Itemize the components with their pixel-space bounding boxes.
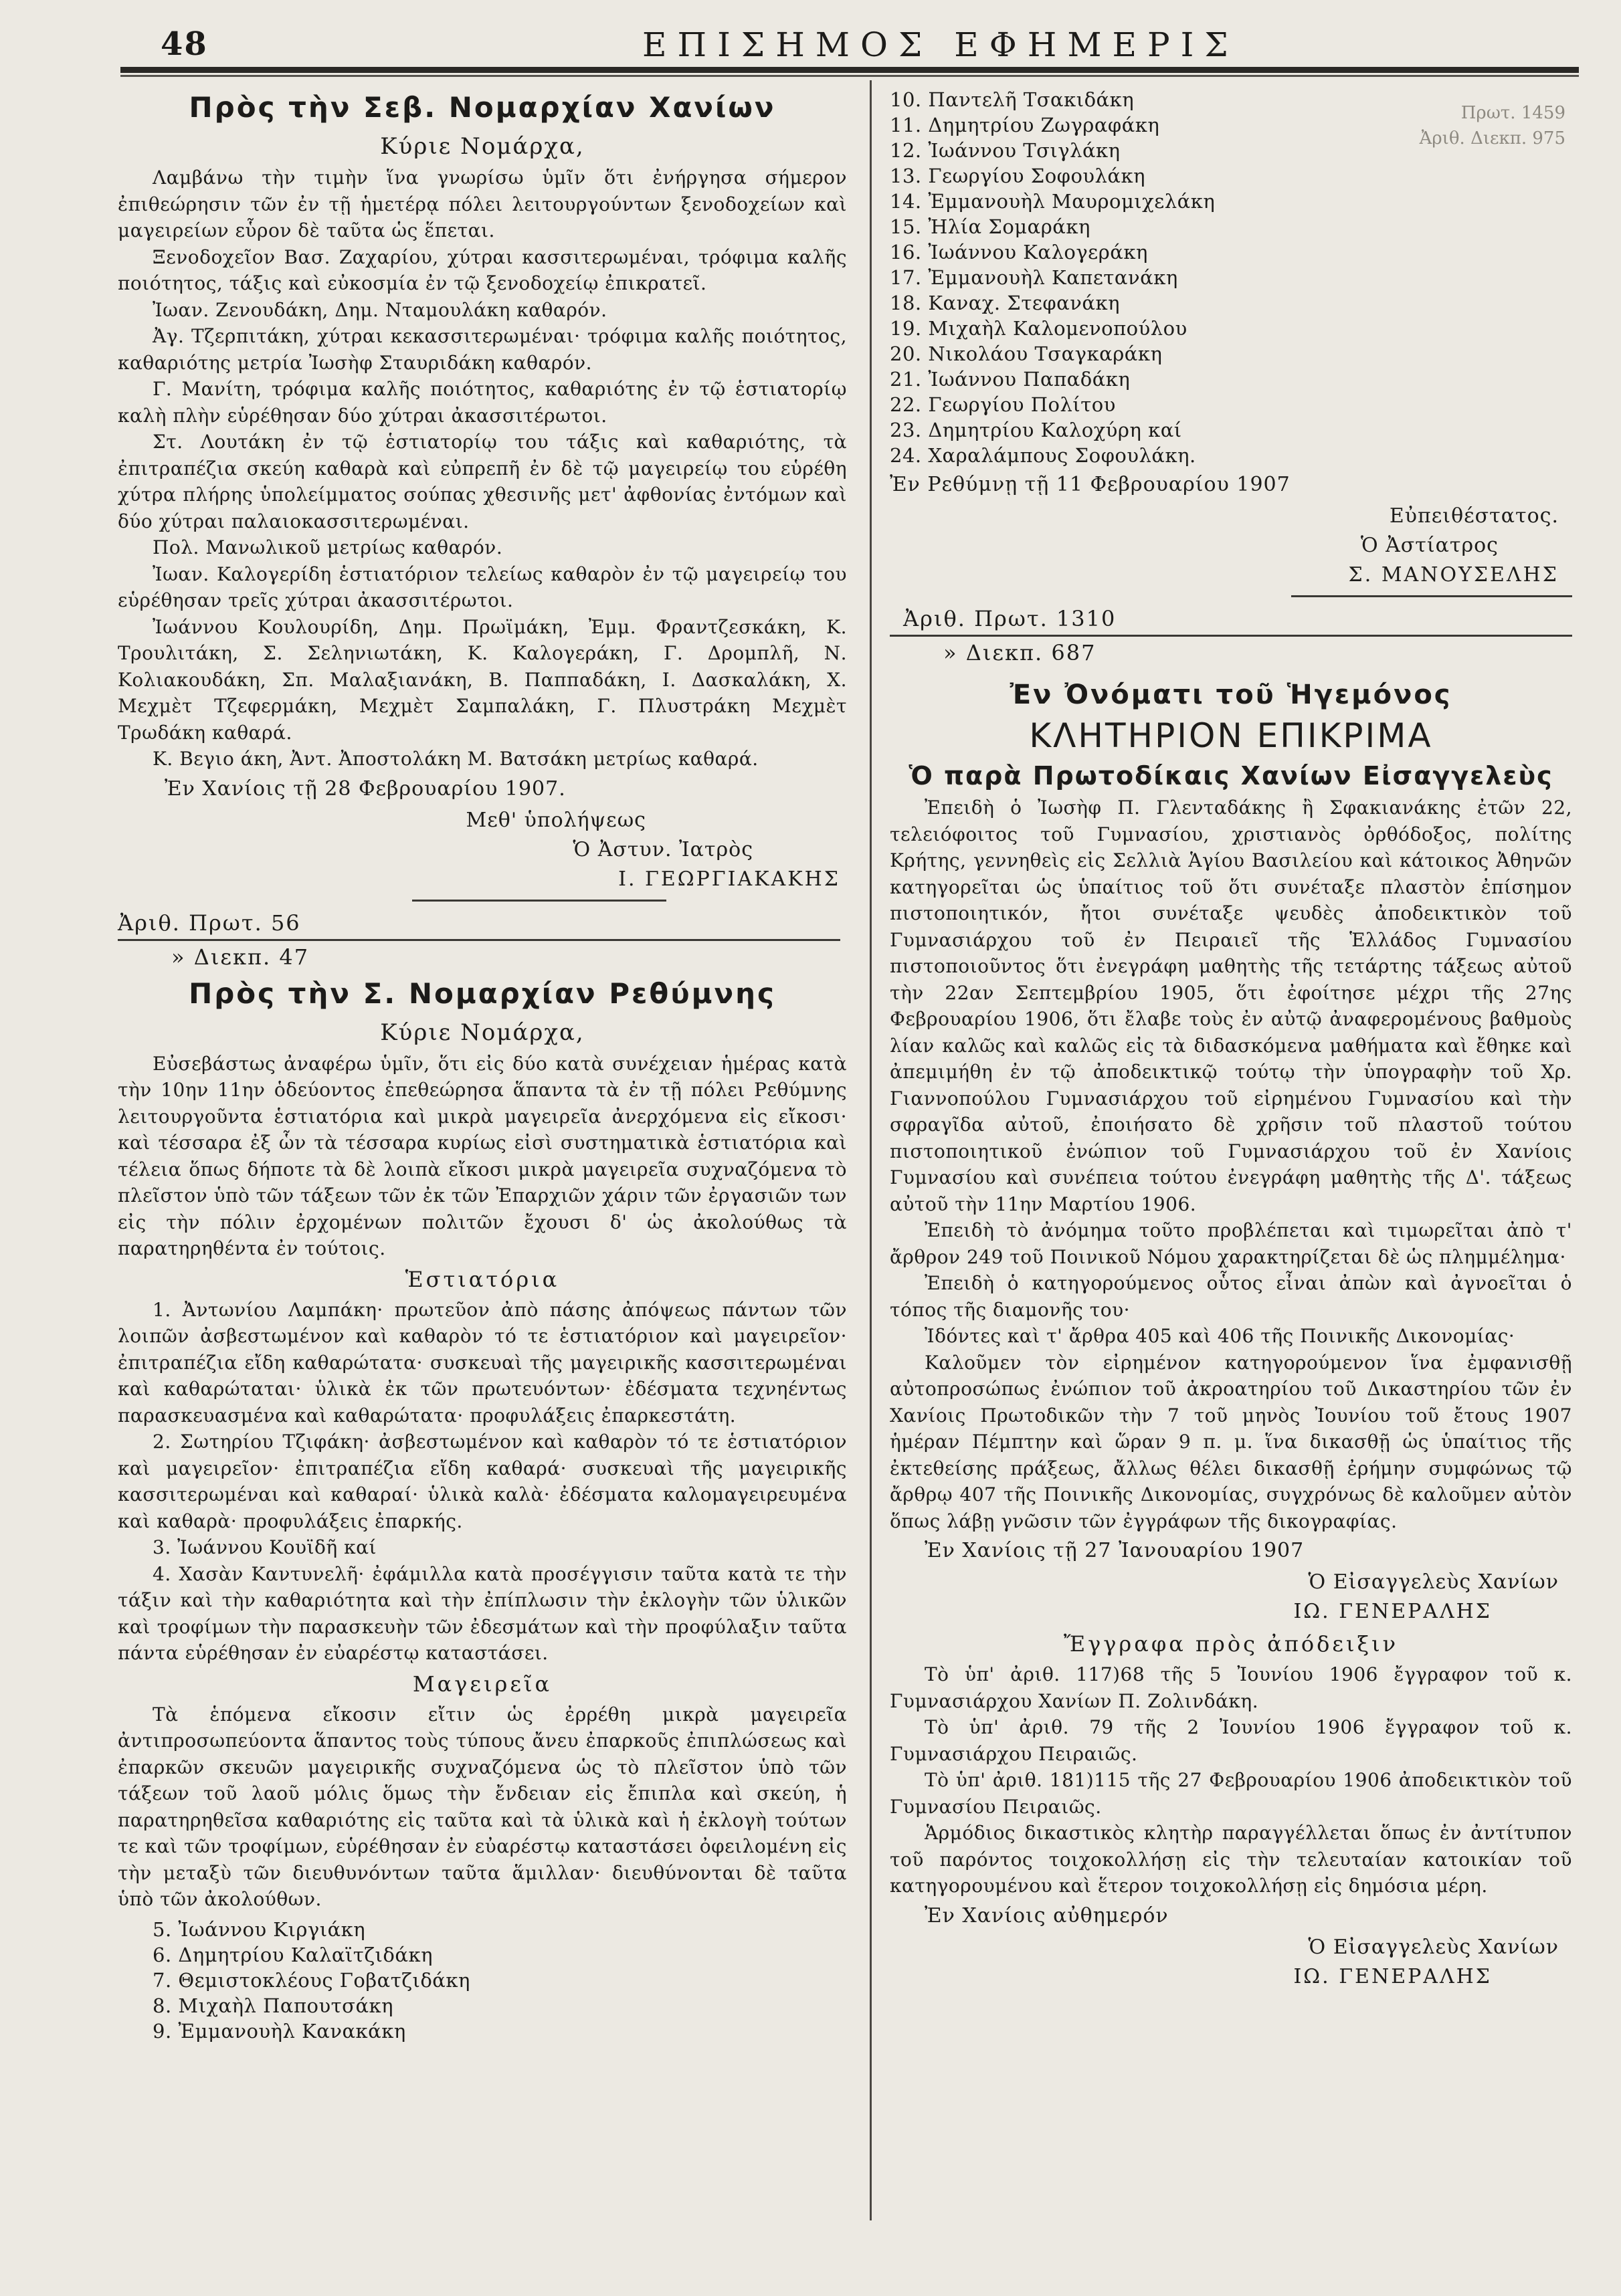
signer-office: Ὁ Ἀστυν. Ἰατρὸς [573,837,753,861]
date-line: Ἐν Χανίοις αὐθημερόν [925,1903,1169,1927]
paragraph: Στ. Λουτάκη ἐν τῷ ἑστιατορίῳ του τάξις καὶ καθαριότης, τὰ ἐπιτραπέζια σκεύη καθαρὰ καὶ εὐπρεπῆ ἐν δὲ τῷ μαγειρείῳ του εὑρέθη χύτρα πλήρης ὑπολείμματος σούπας χθεσινῆς μετ' ἀφθονίας ἐντόμων καὶ δύο χύτραι παλαιοκασσιτερωμέναι. [118,431,847,532]
list-item: 18. Καναχ. Στεφανάκη [890,292,1120,314]
date-line: Ἐν Χανίοις τῇ 27 Ἰανουαρίου 1907 [925,1539,1305,1562]
paragraph: Ἰωαν. Ζενουδάκη, Δημ. Νταμουλάκη καθαρόν. [153,298,607,321]
list-item: 10. Παντελῆ Τσακιδάκη [890,88,1135,111]
salutation: Κύριε Νομάρχα, [380,133,585,160]
paragraph: Ἀγ. Τζερπιτάκη, χύτραι κεκασσιτερωμέναι· τρόφιμα καλῆς ποιότητος, καθαριότης μετρία Ἰωσὴφ Σταυριδάκη καθαρόν. [118,325,847,374]
paragraph: Καλοῦμεν τὸν εἰρημένον κατηγορούμενον ἵνα ἐμφανισθῇ αὐτοπροσώπως ἐνώπιον τοῦ ἀκροατηρίου τοῦ Δικαστηρίου τῶν ἐν Χανίοις Πρωτοδικῶν τὴν 7 τοῦ μηνὸς Ἰουνίου τοῦ ἔτους 1907 ἡμέραν Πέμπτην καὶ ὥραν 9 π. μ. ἵνα δικασθῇ ὡς ὑπαίτιος τῆς ἐκτεθείσης πράξεως, ἄλλως θέλει δικασθῇ ἐρήμην συμφώνως τῷ ἄρθρῳ 407 τῆς Ποινικῆς Δικονομίας, συγχρόνως δὲ καλοῦμεν αὐτὸν ὅπως λάβῃ γνῶσιν τῶν ἐγγράφων τῆς δικογραφίας. [890,1351,1572,1532]
salutation: Κύριε Νομάρχα, [380,1019,585,1046]
paragraph: Τὰ ἑπόμενα εἴκοσιν εἴτιν ὡς ἐρρέθη μικρὰ μαγειρεῖα ἀντιπροσωπεύοντα ἅπαντος τοὺς τύπους ἄνευ ἐπαρκοῦς ἐπιπλώσεως καὶ ἐπαρκῶν σκευῶν μαγειρικῆς συχναζόμενα ὡς τὸ πλεῖστον ὑπὸ τῶν τάξεων τοῦ λαοῦ μόλις ὅμως τὴν ἔνδειαν εἰς ἔπιπλα καὶ σκεύη, ἡ παρατηρηθεῖσα καθαριότης εἰς ταῦτα καὶ τὰ ὑλικὰ καὶ ἡ ἐκλογὴ τούτων τε καὶ τῶν τροφίμων, εὑρέθησαν ἐν εὐαρέστῳ καταστάσει ὀφειλομένη εἰς τὴν μεταξὺ τῶν διευθυνόντων ταῦτα ἅμιλλαν· διευθύνονται δὲ ταῦτα ὑπὸ τῶν ἀκολούθων. [118,1703,847,1910]
list-item: 1. Ἀντωνίου Λαμπάκη· πρωτεῦον ἀπὸ πάσης ἀπόψεως πάντων τῶν λοιπῶν ἀσβεστωμένον καὶ καθαρὸν τό τε ἑστιατόριον καὶ μαγειρεῖον· ἐπιτραπέζια εἴδη καθαρώτατα· συσκευαὶ τῆς μαγειρικῆς κασσιτερωμέναι καὶ καθαρώταται· ὑλικὰ ἐκ τῶν πρωτευόντων· ἐδέσματα τεχνηέντως παρασκευασμένα καὶ καθαρώτατα· προφυλάξεις ἐπαρκεστάτη. [118,1298,847,1427]
signer-name: ΙΩ. ΓΕΝΕΡΑΛΗΣ [1293,1964,1492,1988]
stamp-line-1: Πρωτ. 1459 [1460,103,1565,123]
paragraph: Ξενοδοχεῖον Βασ. Ζαχαρίου, χύτραι κασσιτερωμέναι, τρόφιμα καλῆς ποιότητος, τάξις καὶ εὐκοσμία ἐν τῷ ξενοδοχείῳ ἐπικρατεῖ. [118,245,847,294]
signer-office: Ὁ Εἰσαγγελεὺς Χανίων [1308,1935,1559,1959]
separator [1291,595,1572,597]
list-item: 4. Χασὰν Καντυνελῆ· ἐφάμιλλα κατὰ προσέγγισιν ταῦτα κατὰ τε τὴν τάξιν καὶ τὴν καθαριότητα καὶ τὴν ἐπίπλωσιν τὴν ἐκλογὴν τῶν ὑλικῶν καὶ τροφίμων τὴν παρασκευὴν τῶν ἐδεσμάτων καὶ τὴν προφύλαξιν ταῦτα πάντα εὑρέθησαν ἐν εὐαρέστῳ καταστάσει. [118,1562,847,1664]
page-number: 48 [161,25,208,63]
paragraph: Ἰδόντες καὶ τ' ἄρθρα 405 καὶ 406 τῆς Ποινικῆς Δικονομίας· [925,1325,1515,1347]
left-column [118,87,847,2044]
list-item: 19. Μιχαὴλ Καλομενοπούλου [890,317,1187,340]
document-item: Τὸ ὑπ' ἀριθ. 181)115 τῆς 27 Φεβρουαρίου 1906 ἀποδεικτικὸν τοῦ Γυμνασίου Πειραιῶς. [890,1769,1572,1818]
paragraph: Ἐπειδὴ ὁ Ἰωσὴφ Π. Γλενταδάκης ἢ Σφακιανάκης ἐτῶν 22, τελειόφοιτος τοῦ Γυμνασίου, χριστιανὸς ὀρθόδοξος, πολίτης Κρήτης, γεννηθεὶς εἰς Σελλιὰ Ἁγίου Βασιλείου καὶ κάτοικος Ἀθηνῶν κατηγορεῖται ὡς ὑπαίτιος τοῦ ὅτι συνέταξε πλαστὸν ἐπίσημον πιστοποιητικόν, ἤτοι συνέταξε ψευδὲς ἀποδεικτικὸν τοῦ Γυμνασιάρχου τοῦ ἐν Πειραιεῖ τῆς Ἑλλάδος Γυμνασίου πιστοποιοῦντος ὅτι ἐνεγράφη μαθητὴς τῆς τετάρτης τάξεως αὐτοῦ τὴν 22αν Σεπτεμβρίου 1905, ὅτι ἐφοίτησε μέχρι τῆς 27ης Φεβρουαρίου 1906, ὅτι ἔλαβε τοὺς ἐν αὐτῷ ἀναφερομένους βαθμοὺς λίαν καλῶς καὶ καλῶς εἰς τὰ διδασκόμενα μαθήματα καὶ ἔθηκε καὶ ἀπεμιμήθη ἐν τῷ ἀποδεικτικῷ τούτῳ τὴν ὑπογραφὴν τοῦ Χρ. Γιαννοπούλου Γυμνασιάρχου τοῦ εἰρημένου Γυμνασίου καὶ τὴν σφραγῖδα αὐτοῦ, ἐποιήσατο δὲ χρῆσιν τοῦ πλαστοῦ τούτου πιστοποιητικοῦ ἐνώπιον τοῦ Γυμνασιάρχου τοῦ ἐν Χανίοις Γυμνασίου καὶ συνέπεια τούτου ἐνεγράφη μαθητὴς τῆς Δ'. τάξεως αὐτοῦ τὴν 11ην Μαρτίου 1906. [890,797,1572,1215]
document-item: Τὸ ὑπ' ἀριθ. 117)68 τῆς 5 Ἰουνίου 1906 ἔγγραφον τοῦ κ. Γυμνασιάρχου Χανίων Π. Ζολινδάκη. [890,1663,1572,1712]
list-item: 13. Γεωργίου Σοφουλάκη [890,165,1146,187]
page-header [120,20,1579,74]
list-item: 17. Ἐμμανουὴλ Καπετανάκη [890,266,1178,289]
list-item: 24. Χαραλάμπους Σοφουλάκη. [890,444,1196,467]
signer-name: Σ. ΜΑΝΟΥΣΕΛΗΣ [1348,563,1559,587]
paragraph: Πολ. Μανωλικοῦ μετρίως καθαρόν. [153,536,503,558]
names-list [118,1917,847,2044]
subheading: Ἑστιατόρια [405,1266,560,1292]
list-item: 21. Ἰωάννου Παπαδάκη [890,368,1131,391]
date-line: Ἐν Χανίοις τῇ 28 Φεβρουαρίου 1907. [165,776,566,801]
header-rule-thin [120,75,1579,77]
column-divider [870,80,872,2220]
document-subtitle: Ὁ παρὰ Πρωτοδίκαις Χανίων Εἰσαγγελεὺς [909,761,1553,791]
right-column [890,87,1572,1992]
list-item: 8. Μιχαὴλ Παπουτσάκη [153,1994,394,2017]
paragraph: Ἰωάννου Κουλουρίδη, Δημ. Πρωϊμάκη, Ἐμμ. Φραντζεσκάκη, Κ. Τρουλιτάκη, Σ. Σεληνιωτάκη, Κ. Καλογεράκη, Γ. Δρομπλῆ, Ν. Κολιακουδάκη, Σπ. Μαλαξιανάκη, Β. Παππαδάκη, Ι. Δασκαλάκη, Χ. Μεχμὲτ Τζεφερμάκη, Μεχμὲτ Σαμπαλάκη, Γ. Πλυστράκη Μεχμὲτ Τρωδάκη καθαρά. [118,615,847,744]
signer-name: Ι. ΓΕΩΡΓΙΑΚΑΚΗΣ [618,867,840,891]
header-rule [120,67,1579,73]
section-heading: Πρὸς τὴν Σ. Νομαρχίαν Ρεθύμνης [189,976,776,1010]
gazette-title: ΕΠΙΣΗΜΟΣ ΕΦΗΜΕΡΙΣ [642,25,1239,64]
subheading: Ἔγγραφα πρὸς ἀπόδειξιν [1063,1631,1399,1657]
paragraph: Λαμβάνω τὴν τιμὴν ἵνα γνωρίσω ὑμῖν ὅτι ἐνήργησα σήμερον ἐπιθεώρησιν τῶν ἐν τῇ ἡμετέρᾳ πόλει λειτουργούντων ξενοδοχείων καὶ μαγειρείων εὗρον δὲ ταῦτα ὡς ἕπεται. [118,167,847,241]
list-item: 20. Νικολάου Τσαγκαράκη [890,342,1163,365]
paragraph: Εὐσεβάστως ἀναφέρω ὑμῖν, ὅτι εἰς δύο κατὰ συνέχειαν ἡμέρας κατὰ τὴν 10ην 11ην ὁδεύοντος ἐπεθεώρησα ἅπαντα τὰ ἐν τῇ πόλει Ρεθύμνης λειτουργοῦντα ἑστιατόρια καὶ μικρὰ μαγειρεῖα ἀνερχόμενα εἰς εἴκοσι· καὶ τέσσαρα ἐξ ὧν τὰ τέσσαρα κυρίως εἰσὶ συστηματικὰ ἑστιατόρια καὶ τέλεια ὅπως δήποτε τὰ δὲ λοιπὰ εἴκοσι μικρὰ μαγειρεῖα συχναζόμενα τὸ πλεῖστον ὑπὸ τῶν τάξεων τῶν ἐκ τῶν Ἐπαρχιῶν χάριν τῶν ἐργασιῶν των εἰς τὴν πόλιν ἐρχομένων πολιτῶν ἔχουσι δ' ὡς ἀκολούθως τὰ παρατηρηθέντα ἐν τούτοις. [118,1052,847,1259]
list-item: 12. Ἰωάννου Τσιγλάκη [890,139,1121,162]
protocol-number: Ἀριθ. Πρωτ. 1310 [903,606,1117,631]
section-heading: Πρὸς τὴν Σεβ. Νομαρχίαν Χανίων [189,91,776,124]
paragraph: Ἐπειδὴ τὸ ἀνόμημα τοῦτο προβλέπεται καὶ τιμωρεῖται ἀπὸ τ' ἄρθρον 249 τοῦ Ποινικοῦ Νόμου χαρακτηρίζεται δὲ ὡς πλημμέλημα· [890,1219,1572,1268]
chania-report [118,87,847,973]
document-item: Ἁρμόδιος δικαστικὸς κλητὴρ παραγγέλλεται ὅπως ἐν ἀντίτυπον τοῦ παρόντος τοιχοκολλήσῃ εἰς τὴν τελευταίαν κατοικίαν τοῦ κατηγορουμένου καὶ ἕτερον τοιχοκολλήσῃ εἰς δημόσια μέρη. [890,1822,1572,1897]
list-item: 15. Ἠλία Σομαράκη [890,215,1090,238]
list-item: 9. Ἐμμανουὴλ Κανακάκη [153,2019,406,2043]
document-title: ΚΛΗΤΗΡΙΟΝ ΕΠΙΚΡΙΜΑ [1029,716,1433,755]
stamp-line-2: Ἀριθ. Διεκπ. 975 [1419,128,1565,148]
list-item: 16. Ἰωάννου Καλογεράκη [890,241,1148,264]
list-item: 3. Ἰωάννου Κουϊδῆ καί [153,1536,377,1558]
list-item: 11. Δημητρίου Ζωγραφάκη [890,114,1160,136]
names-list [890,87,1572,468]
signer-office: Ὁ Εἰσαγγελεὺς Χανίων [1308,1570,1559,1594]
document-title: Ἐν Ὀνόματι τοῦ Ἡγεμόνος [1010,680,1452,710]
paragraph: Γ. Μανίτη, τρόφιμα καλῆς ποιότητος, καθαριότης ἐν τῷ ἑστιατορίῳ καλὴ πλὴν εὑρέθησαν δύο χύτραι ἀκασσιτέρωτοι. [118,378,847,427]
signer-name: ΙΩ. ΓΕΝΕΡΑΛΗΣ [1293,1600,1492,1623]
closing: Μεθ' ὑπολήψεως [466,808,646,832]
list-item: 22. Γεωργίου Πολίτου [890,393,1116,416]
list-item: 7. Θεμιστοκλέους Γοβατζιδάκη [153,1968,470,1992]
dispatch-number: » Διεκπ. 687 [943,640,1096,665]
separator [412,900,666,902]
list-item: 6. Δημητρίου Καλαϊτζιδάκη [153,1943,433,1966]
dispatch-number: » Διεκπ. 47 [171,944,310,970]
subheading: Μαγειρεῖα [412,1671,553,1697]
paragraph: Κ. Βεγιο άκη, Ἀντ. Ἀποστολάκη Μ. Βατσάκη μετρίως καθαρά. [153,748,759,770]
rethymno-report [118,973,847,2044]
list-item: 23. Δημητρίου Καλοχύρη καί [890,419,1182,441]
list-item: 5. Ἰωάννου Κιργιάκη [153,1917,366,1941]
closing: Εὐπειθέστατος. [1389,504,1559,528]
protocol-number: Ἀριθ. Πρωτ. 56 [118,910,301,936]
paragraph: Ἰωαν. Καλογερίδη ἑστιατόριον τελείως καθαρὸν ἐν τῷ μαγειρείῳ του εὑρέθησαν τρεῖς χύτραι ἀκασσιτέρωτοι. [118,562,847,611]
document-item: Τὸ ὑπ' ἀριθ. 79 τῆς 2 Ἰουνίου 1906 ἔγγραφον τοῦ κ. Γυμνασιάρχου Πειραιῶς. [890,1716,1572,1765]
date-line: Ἐν Ρεθύμνῃ τῇ 11 Φεβρουαρίου 1907 [890,473,1291,496]
list-item: 2. Σωτηρίου Τζιφάκη· ἀσβεστωμένον καὶ καθαρὸν τό τε ἑστιατόριον καὶ μαγειρεῖον· ἐπιτραπέζια εἴδη καθαρά· συσκευαὶ τῆς μαγειρικῆς κασσιτερωμέναι καὶ καθαραί· ὑλικὰ καλὰ· ἐδέσματα καλομαγειρευμένα καὶ καθαρὰ· προφυλάξεις ἐπαρκής. [118,1431,847,1532]
list-item: 14. Ἐμμανουὴλ Μαυρομιχελάκη [890,190,1216,213]
paragraph: Ἐπειδὴ ὁ κατηγορούμενος οὗτος εἶναι ἀπὼν καὶ ἀγνοεῖται ὁ τόπος τῆς διαμονῆς του· [890,1272,1572,1321]
signer-office: Ὁ Ἀστίατρος [1360,534,1499,557]
